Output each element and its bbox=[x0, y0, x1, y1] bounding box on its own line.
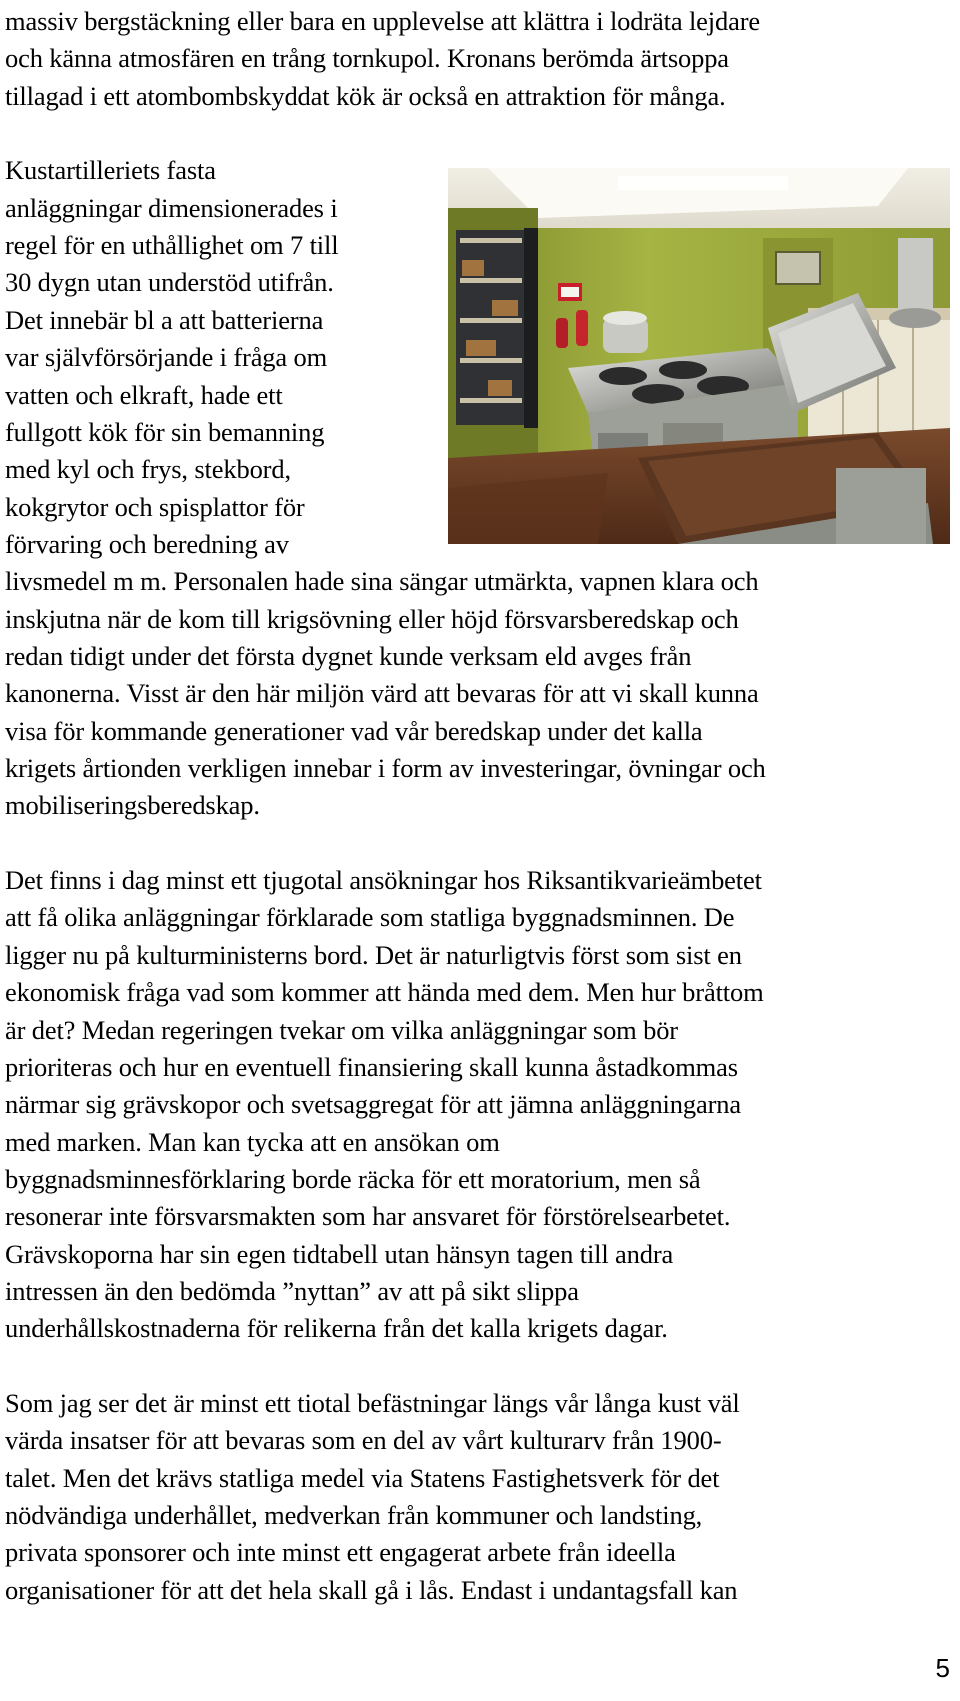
text-line: kanonerna. Visst är den här miljön värd att bevaras för att vi skall kunna bbox=[5, 678, 759, 709]
text-line: massiv bergstäckning eller bara en upplevelse att klättra i lodräta lejdare bbox=[5, 6, 760, 36]
text-line: fullgott kök för sin bemanning bbox=[5, 416, 325, 447]
text-line: värda insatser för att bevaras som en del av vårt kulturarv från 1900- bbox=[5, 1425, 722, 1456]
text-line: ligger nu på kulturministerns bord. Det är naturligtvis först som sist en bbox=[5, 939, 742, 970]
kitchen-photo bbox=[448, 168, 950, 544]
text-line: Grävskoporna har sin egen tidtabell utan hänsyn tagen till andra bbox=[5, 1238, 674, 1269]
text-line: talet. Men det krävs statliga medel via Statens Fastighetsverk för det bbox=[5, 1462, 720, 1493]
text-line: Kustartilleriets fasta bbox=[5, 155, 216, 186]
kitchen-photo-graphic bbox=[448, 168, 950, 544]
text-line: intressen än den bedömda ”nyttan” av att på sikt slippa bbox=[5, 1275, 579, 1306]
text-line: visa för kommande generationer vad vår beredskap under det kalla bbox=[5, 715, 703, 746]
text-line: livsmedel m m. Personalen hade sina sängar utmärkta, vapnen klara och bbox=[5, 566, 759, 597]
text-line: Det finns i dag minst ett tjugotal ansökningar hos Riksantikvarieämbetet bbox=[5, 865, 762, 896]
text-line: att få olika anläggningar förklarade som statliga byggnadsminnen. De bbox=[5, 902, 735, 933]
text-line: byggnadsminnesförklaring borde räcka för ett moratorium, men så bbox=[5, 1163, 701, 1194]
text-line: organisationer för att det hela skall gå i lås. Endast i undantagsfall kan bbox=[5, 1574, 738, 1605]
text-line: med marken. Man kan tycka att en ansökan om bbox=[5, 1126, 500, 1157]
text-line: kokgrytor och spisplattor för bbox=[5, 491, 305, 522]
text-line: redan tidigt under det första dygnet kunde verksam eld avges från bbox=[5, 641, 692, 671]
document-page bbox=[5, 0, 955, 1701]
text-line: närmar sig grävskopor och svetsaggregat för att jämna anläggningarna bbox=[5, 1089, 741, 1120]
text-line: med kyl och frys, stekbord, bbox=[5, 454, 291, 485]
text-line: mobiliseringsberedskap. bbox=[5, 790, 260, 821]
text-line: tillagad i ett atombombskyddat kök är också en attraktion för många. bbox=[5, 80, 726, 111]
text-line: 30 dygn utan understöd utifrån. bbox=[5, 267, 334, 298]
text-line: förvaring och beredning av bbox=[5, 528, 289, 559]
text-line: nödvändiga underhållet, medverkan från kommuner och landsting, bbox=[5, 1500, 703, 1530]
text-line: vatten och elkraft, hade ett bbox=[5, 379, 283, 410]
text-line: är det? Medan regeringen tvekar om vilka anläggningar som bör bbox=[5, 1014, 678, 1045]
page-number: 5 bbox=[935, 1653, 950, 1683]
text-line: prioriteras och hur en eventuell finansiering skall kunna åstadkommas bbox=[5, 1051, 738, 1082]
text-line: resonerar inte försvarsmakten som har ansvaret för förstörelsearbetet. bbox=[5, 1201, 731, 1232]
text-line: anläggningar dimensionerades i bbox=[5, 192, 338, 223]
text-line: regel för en uthållighet om 7 till bbox=[5, 230, 339, 261]
text-line: inskjutna när de kom till krigsövning eller höjd försvarsberedskap och bbox=[5, 603, 739, 634]
text-line: krigets årtionden verkligen innebar i form av investeringar, övningar och bbox=[5, 753, 766, 783]
text-line: och känna atmosfären en trång tornkupol. Kronans berömda ärtsoppa bbox=[5, 43, 729, 74]
text-line: var självförsörjande i fråga om bbox=[5, 342, 328, 373]
text-line: privata sponsorer och inte minst ett engagerat arbete från ideella bbox=[5, 1537, 676, 1568]
text-line: Det innebär bl a att batterierna bbox=[5, 304, 324, 335]
text-line: Som jag ser det är minst ett tiotal befästningar längs vår långa kust väl bbox=[5, 1388, 740, 1418]
text-line: ekonomisk fråga vad som kommer att hända med dem. Men hur bråttom bbox=[5, 977, 764, 1008]
text-line: underhållskostnaderna för relikerna från det kalla krigets dagar. bbox=[5, 1313, 668, 1344]
